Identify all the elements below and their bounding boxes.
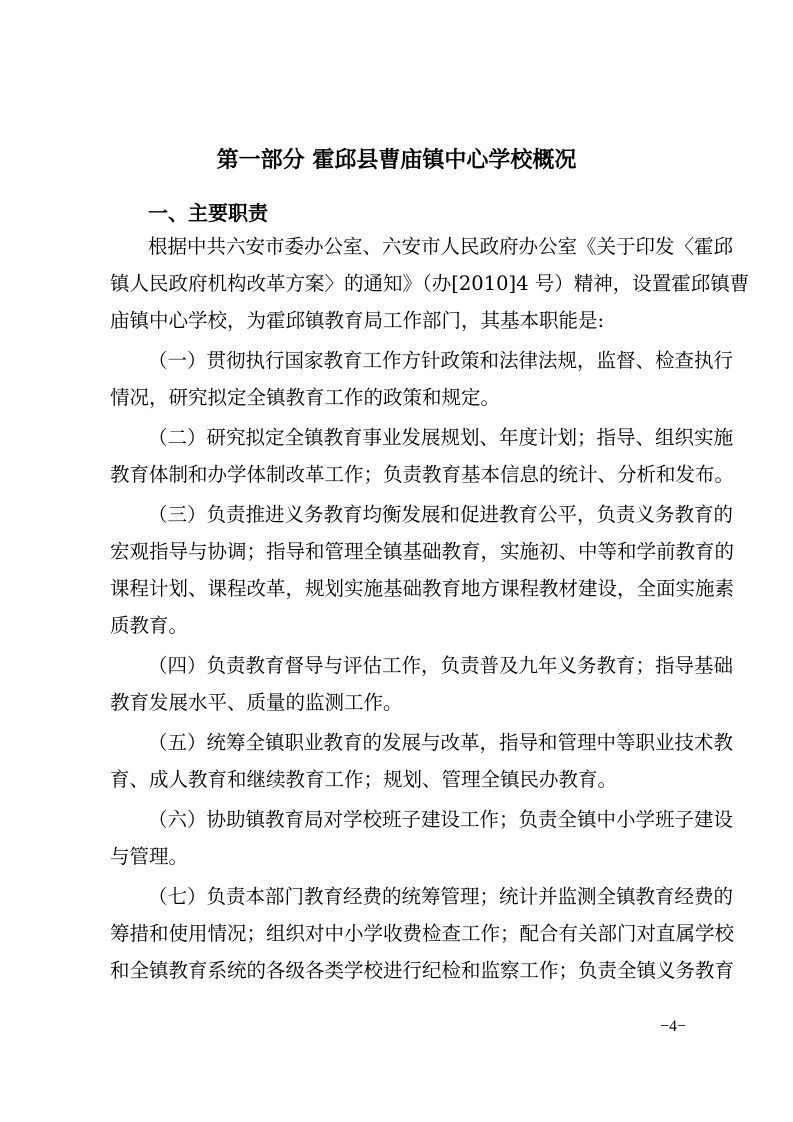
- paragraph-line: （二）研究拟定全镇教育事业发展规划、年度计划；指导、组织实施: [148, 426, 734, 449]
- paragraph: [110, 228, 750, 339]
- paragraph: [110, 801, 734, 875]
- paragraph-line: 情况，研究拟定全镇教育工作的政策和规定。: [110, 386, 501, 409]
- page-title: 第一部分 霍邱县曹庙镇中心学校概况: [216, 148, 577, 173]
- paragraph-line: （六）协助镇教育局对学校班子建设工作；负责全镇中小学班子建设: [148, 808, 734, 831]
- paragraph-line: （七）负责本部门教育经费的统筹管理；统计并监测全镇教育经费的: [148, 885, 734, 908]
- paragraph-line: 镇人民政府机构改革方案〉的通知》（办[2010]4 号）精神，设置霍邱镇曹: [110, 272, 750, 295]
- document-body: [110, 228, 750, 992]
- paragraph-line: （四）负责教育督导与评估工作，负责普及九年义务教育；指导基础: [148, 654, 734, 677]
- paragraph-line: 育、成人教育和继续教育工作；规划、管理全镇民办教育。: [110, 768, 618, 791]
- paragraph-line: （五）统筹全镇职业教育的发展与改革，指导和管理中等职业技术教: [148, 731, 734, 754]
- paragraph: [110, 878, 735, 989]
- paragraph-line: 和全镇教育系统的各级各类学校进行纪检和监察工作；负责全镇义务教育: [110, 959, 735, 982]
- paragraph-line: 宏观指导与协调；指导和管理全镇基础教育，实施初、中等和学前教育的: [110, 540, 735, 563]
- paragraph-line: 筹措和使用情况；组织对中小学收费检查工作；配合有关部门对直属学校: [110, 922, 735, 945]
- paragraph: [110, 342, 734, 416]
- paragraph: [110, 419, 735, 493]
- paragraph-line: 课程计划、课程改革，规划实施基础教育地方课程教材建设，全面实施素: [110, 577, 735, 600]
- paragraph-line: 教育发展水平、质量的监测工作。: [110, 691, 403, 714]
- paragraph: [110, 724, 734, 798]
- paragraph-line: （一）贯彻执行国家教育工作方针政策和法律法规，监督、检查执行: [148, 349, 734, 372]
- paragraph-line: 质教育。: [110, 614, 189, 637]
- paragraph: [110, 647, 734, 721]
- paragraph-line: 与管理。: [110, 845, 189, 868]
- page-number: −4−: [660, 1018, 687, 1035]
- section-heading: 一、主要职责: [148, 201, 268, 225]
- paragraph-line: （三）负责推进义务教育均衡发展和促进教育公平，负责义务教育的: [148, 503, 734, 526]
- paragraph: [110, 496, 735, 644]
- paragraph-line: 教育体制和办学体制改革工作；负责教育基本信息的统计、分析和发布。: [110, 463, 735, 486]
- paragraph-line: 根据中共六安市委办公室、六安市人民政府办公室《关于印发〈霍邱: [148, 235, 734, 258]
- paragraph-line: 庙镇中心学校，为霍邱镇教育局工作部门，其基本职能是:: [110, 309, 605, 332]
